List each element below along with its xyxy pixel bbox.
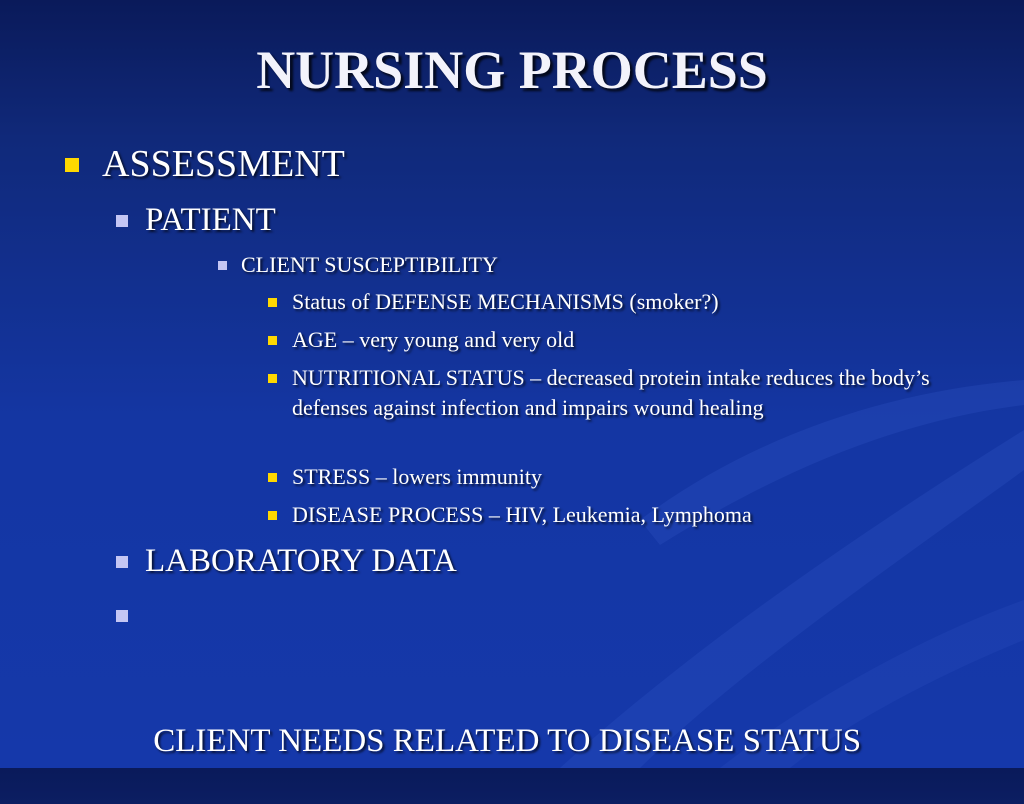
list-item-factor xyxy=(292,325,932,355)
factor-text: STRESS – lowers immunity xyxy=(292,464,542,489)
square-bullet-icon xyxy=(65,158,79,172)
factor-text: AGE – very young and very old xyxy=(292,327,575,352)
square-bullet-icon xyxy=(218,261,227,270)
list-item-client-susceptibility xyxy=(241,251,498,279)
square-bullet-icon xyxy=(268,298,277,307)
list-item-patient xyxy=(145,199,276,241)
factor-text: Status of DEFENSE MECHANISMS (smoker?) xyxy=(292,289,719,314)
list-item-factor xyxy=(292,363,932,423)
square-bullet-icon xyxy=(116,610,128,622)
assessment-label: ASSESSMENT xyxy=(102,143,345,185)
factor-text: DISEASE PROCESS – HIV, Leukemia, Lymphoma xyxy=(292,502,752,527)
patient-label: PATIENT xyxy=(145,202,276,238)
client-needs-label: CLIENT NEEDS RELATED TO DISEASE STATUS xyxy=(145,723,862,759)
square-bullet-icon xyxy=(116,215,128,227)
list-item-assessment xyxy=(102,142,345,186)
square-bullet-icon xyxy=(268,473,277,482)
list-item-factor xyxy=(292,462,932,492)
list-item-client-needs xyxy=(145,594,905,804)
client-susceptibility-label: CLIENT SUSCEPTIBILITY xyxy=(241,252,498,277)
list-item-laboratory-data xyxy=(145,540,457,582)
laboratory-data-label: LABORATORY DATA xyxy=(145,543,457,579)
slide-title: NURSING PROCESS xyxy=(256,40,768,100)
list-item-factor xyxy=(292,287,932,317)
square-bullet-icon xyxy=(116,556,128,568)
square-bullet-icon xyxy=(268,374,277,383)
list-item-factor xyxy=(292,500,932,530)
square-bullet-icon xyxy=(268,511,277,520)
square-bullet-icon xyxy=(268,336,277,345)
factor-text: NUTRITIONAL STATUS – decreased protein intake reduces the body’s defenses against infection and impairs wound healing xyxy=(292,365,930,420)
